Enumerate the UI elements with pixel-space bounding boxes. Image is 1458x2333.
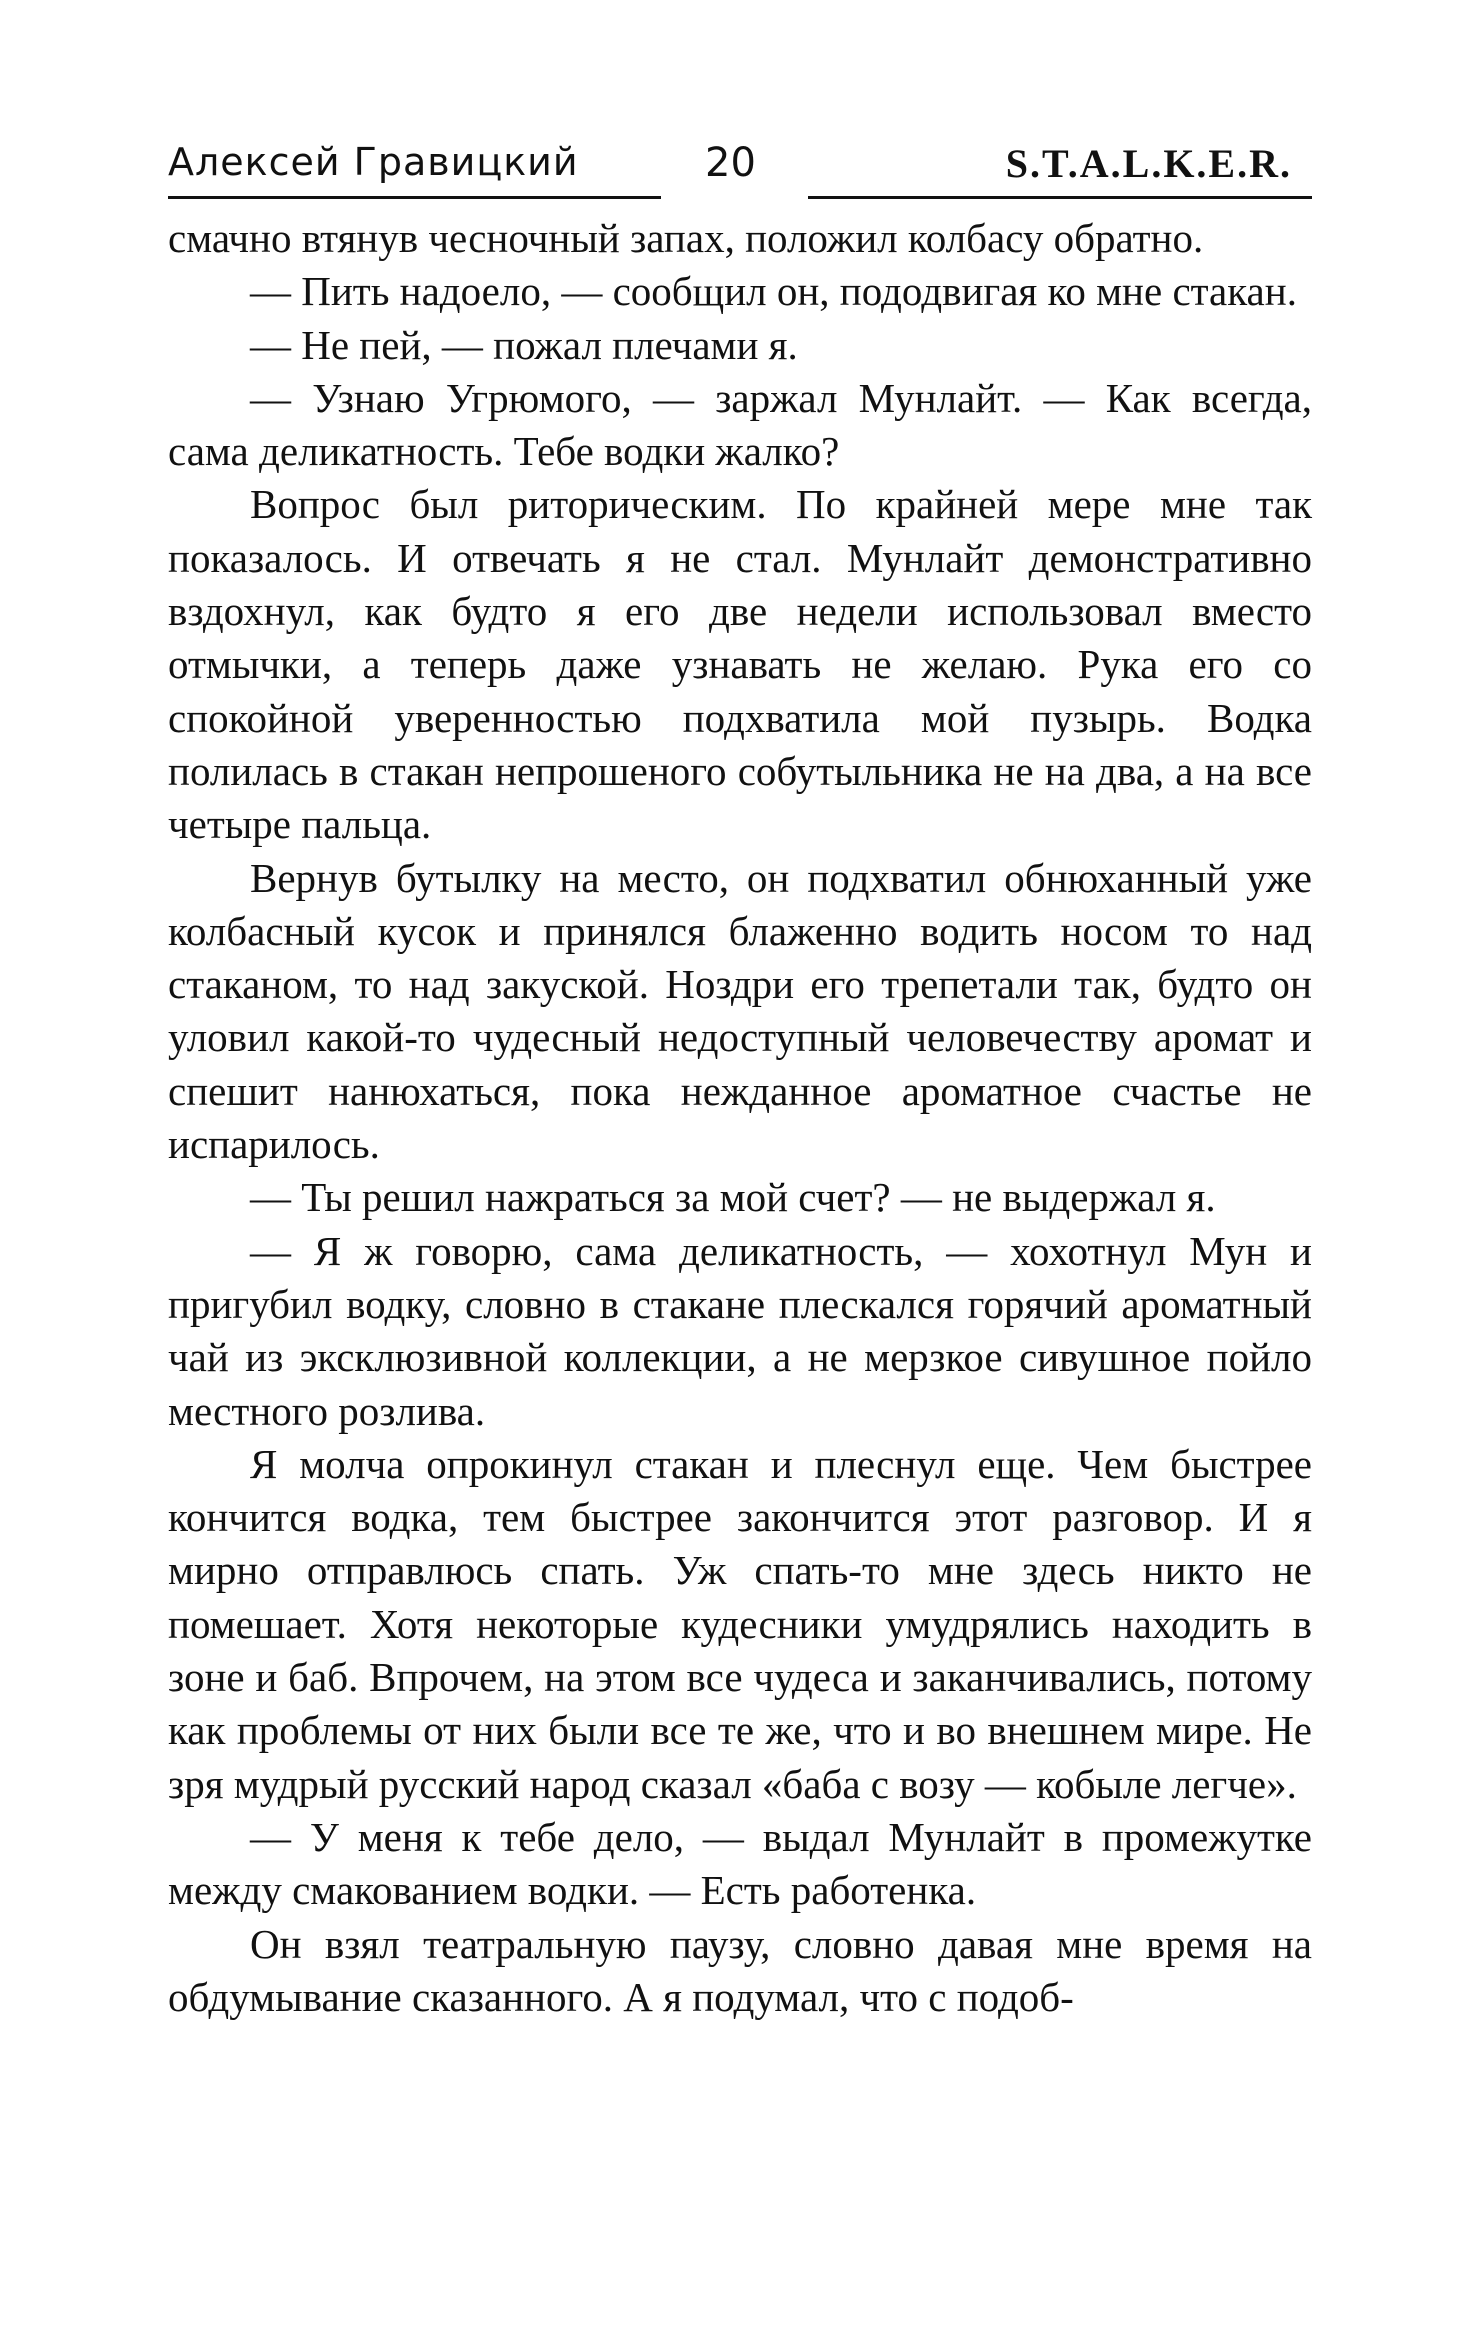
page-number: 20 — [705, 140, 756, 186]
header-rule-left — [168, 196, 661, 199]
running-header — [168, 130, 1312, 202]
paragraph: — Я ж говорю, сама деликатность, — хохотнул Мун и пригубил водку, словно в стакане плескался горячий ароматный чай из эксклюзивной коллекции, а не мерзкое сивушное пойло местного розлива. — [168, 1227, 1312, 1434]
paragraph: Он взял театральную паузу, словно давая мне время на обдумывание сказанного. А я подумал, что с подоб- — [168, 1920, 1312, 2020]
body-text — [168, 212, 1312, 2024]
paragraph: — Пить надоело, — сообщил он, пододвигая ко мне стакан. — [250, 268, 1297, 315]
paragraph: Вернув бутылку на место, он подхватил обнюханный уже колбасный кусок и принялся блаженно водить носом то над стаканом, то над закуской. Ноздри его трепетали так, будто он уловил какой-то чудесный недоступный человечеству аромат и спешит нанюхаться, пока нежданное ароматное счастье не испарилось. — [168, 854, 1312, 1168]
paragraph: — Узнаю Угрюмого, — заржал Мунлайт. — Как всегда, сама деликатность. Тебе водки жалко? — [168, 374, 1312, 475]
paragraph: Я молча опрокинул стакан и плеснул еще. Чем быстрее кончится водка, тем быстрее закончится этот разговор. И я мирно отправлюсь спать. Уж спать-то мне здесь никто не помешает. Хотя некоторые кудесники умудрялись находить в зоне и баб. Впрочем, на этом все чудеса и заканчивались, потому как проблемы от них были все те же, что и во внешнем мире. Не зря мудрый русский народ сказал «баба с возу — кобыле легче». — [168, 1440, 1312, 1807]
header-rule-right — [808, 196, 1312, 199]
paragraph: Вопрос был риторическим. По крайней мере мне так показалось. И отвечать я не стал. Мунлайт демонстративно вздохнул, как будто я его две недели использовал вместо отмычки, а теперь даже узнавать не желаю. Рука его со спокойной уверенностью подхватила мой пузырь. Водка полилась в стакан непрошеного собутыльника не на два, а на все четыре пальца. — [168, 481, 1312, 848]
paragraph: смачно втянув чесночный запах, положил колбасу обратно. — [168, 215, 1204, 261]
paragraph: — Не пей, — пожал плечами я. — [250, 321, 798, 368]
paragraph: — Ты решил нажраться за мой счет? — не выдержал я. — [250, 1174, 1216, 1221]
header-author: Алексей Гравицкий — [168, 140, 579, 184]
book-page — [168, 130, 1312, 2024]
header-series-title: S.T.A.L.K.E.R. — [1005, 141, 1292, 186]
paragraph: — У меня к тебе дело, — выдал Мунлайт в промежутке между смакованием водки. — Есть работенка. — [168, 1813, 1312, 1914]
